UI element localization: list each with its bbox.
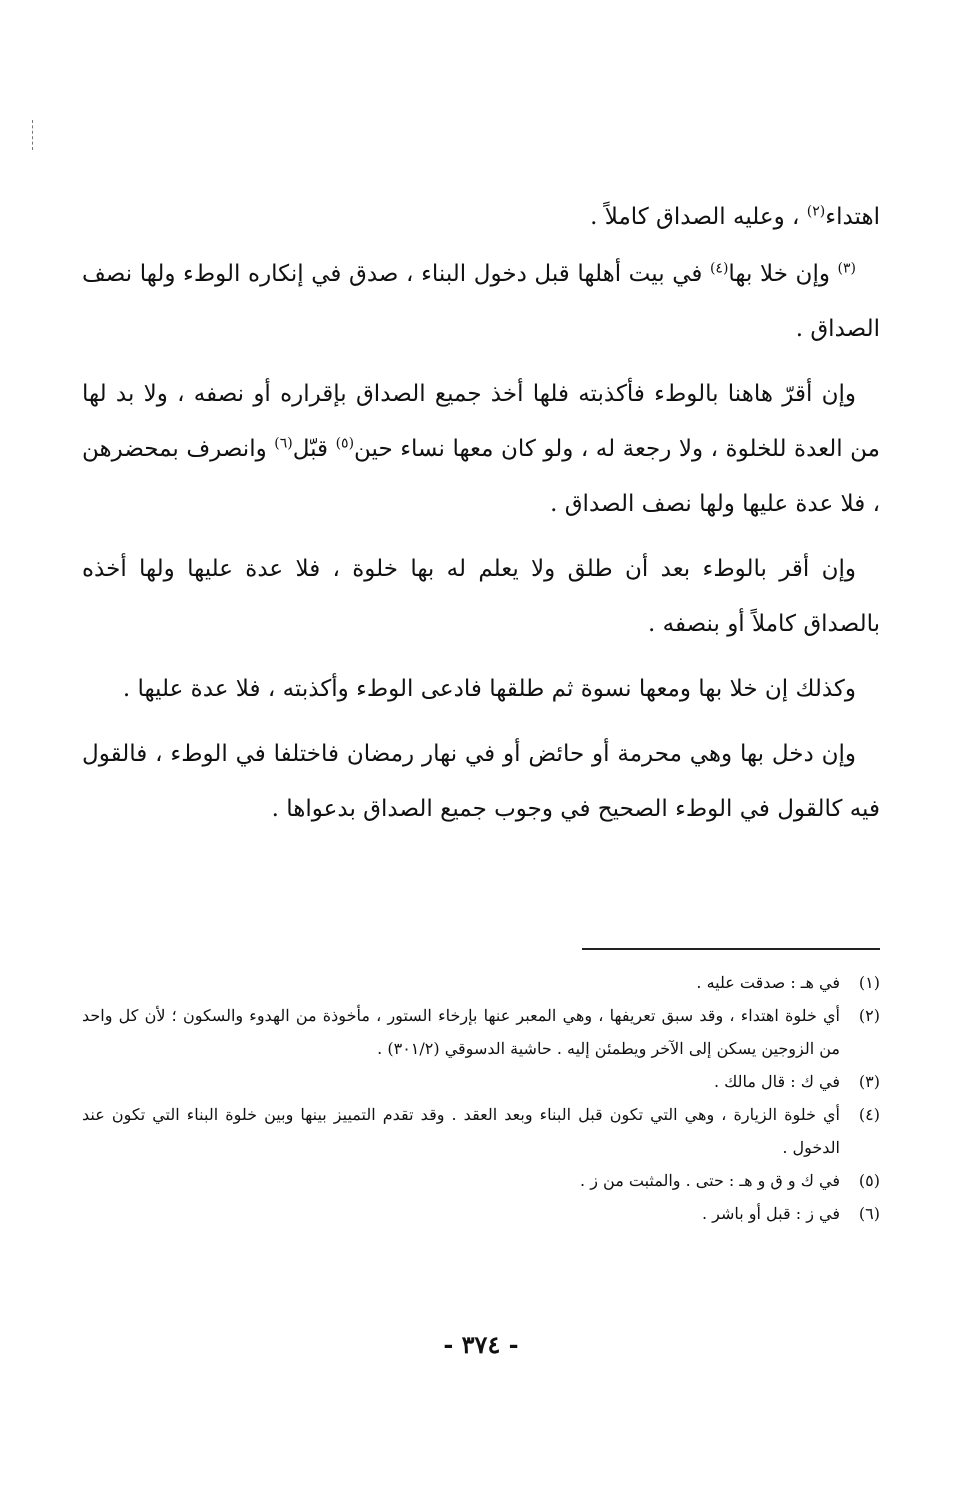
footnote-2: (٢) أي خلوة اهتداء ، وقد سبق تعريفها ، وهي المعبر عنها بإرخاء الستور ، مأخوذة من الهدوء والسكون ؛ لأن كل واحد من الزوجين يسكن إلى الآخر ويطمئن إليه . حاشية الدسوقي (٣٠١/٢) . [82, 1006, 880, 1058]
footnote-ref-4[interactable]: (٤) [709, 260, 729, 277]
paragraph-3: وإن أقرّ هاهنا بالوطء فأكذبته فلها أخذ جميع الصداق بإقراره أو نصفه ، ولا بد لها من العدة للخلوة ، ولا رجعة له ، ولو كان معها نساء حين$^{(٥)}$ قبّل$^{(٦)}$ وانصرف بمحضرهن ، فلا عدة عليها ولها نصف الصداق . [82, 381, 881, 517]
paragraph-2: $^{(٣)}$ وإن خلا بها$^{(٤)}$ في بيت أهلها قبل دخول البناء ، صدق في إنكاره الوطء ولها نصف الصداق . [82, 260, 880, 342]
paragraph-5: وكذلك إن خلا بها ومعها نسوة ثم طلقها فادعى الوطء وأكذبته ، فلا عدة عليها . [122, 676, 856, 702]
footnote-5: (٥) في ك و ق و هـ : حتى . والمثبت من ز . [580, 1171, 880, 1190]
margin-mark [32, 120, 33, 150]
footnote-1: (١) في هـ : صدقت عليه . [696, 973, 880, 992]
footnote-6: (٦) في ز : قبل أو باشر . [701, 1204, 880, 1223]
page-number: - ٣٧٤ - [443, 1330, 519, 1359]
footnote-3: (٣) في ك : قال مالك . [713, 1072, 880, 1091]
footnote-ref-5[interactable]: (٥) [335, 435, 355, 452]
paragraph-4: وإن أقر بالوطء بعد أن طلق ولا يعلم له بها خلوة ، فلا عدة عليها ولها أخذه بالصداق كاملاً أو بنصفه . [82, 556, 880, 637]
paragraph-1: اهتداء$^{(٢)}$ ، وعليه الصداق كاملاً . [590, 203, 880, 230]
footnotes [82, 966, 880, 1230]
footnote-4: (٤) أي خلوة الزيارة ، وهي التي تكون قبل البناء وبعد العقد . وقد تقدم التمييز بينها وبين خلوة البناء التي تكون عند الدخول . [82, 1105, 880, 1157]
footnote-divider [582, 948, 880, 950]
footnote-ref-3[interactable]: (٣) [837, 260, 857, 277]
paragraph-6: وإن دخل بها وهي محرمة أو حائض أو في نهار رمضان فاختلفا في الوطء ، فالقول فيه كالقول في الوطء الصحيح في وجوب جميع الصداق بدعواها . [82, 741, 880, 822]
footnote-ref-6[interactable]: (٦) [274, 435, 293, 452]
footnote-ref-2[interactable]: (٢) [806, 203, 826, 220]
main-text [82, 190, 880, 847]
